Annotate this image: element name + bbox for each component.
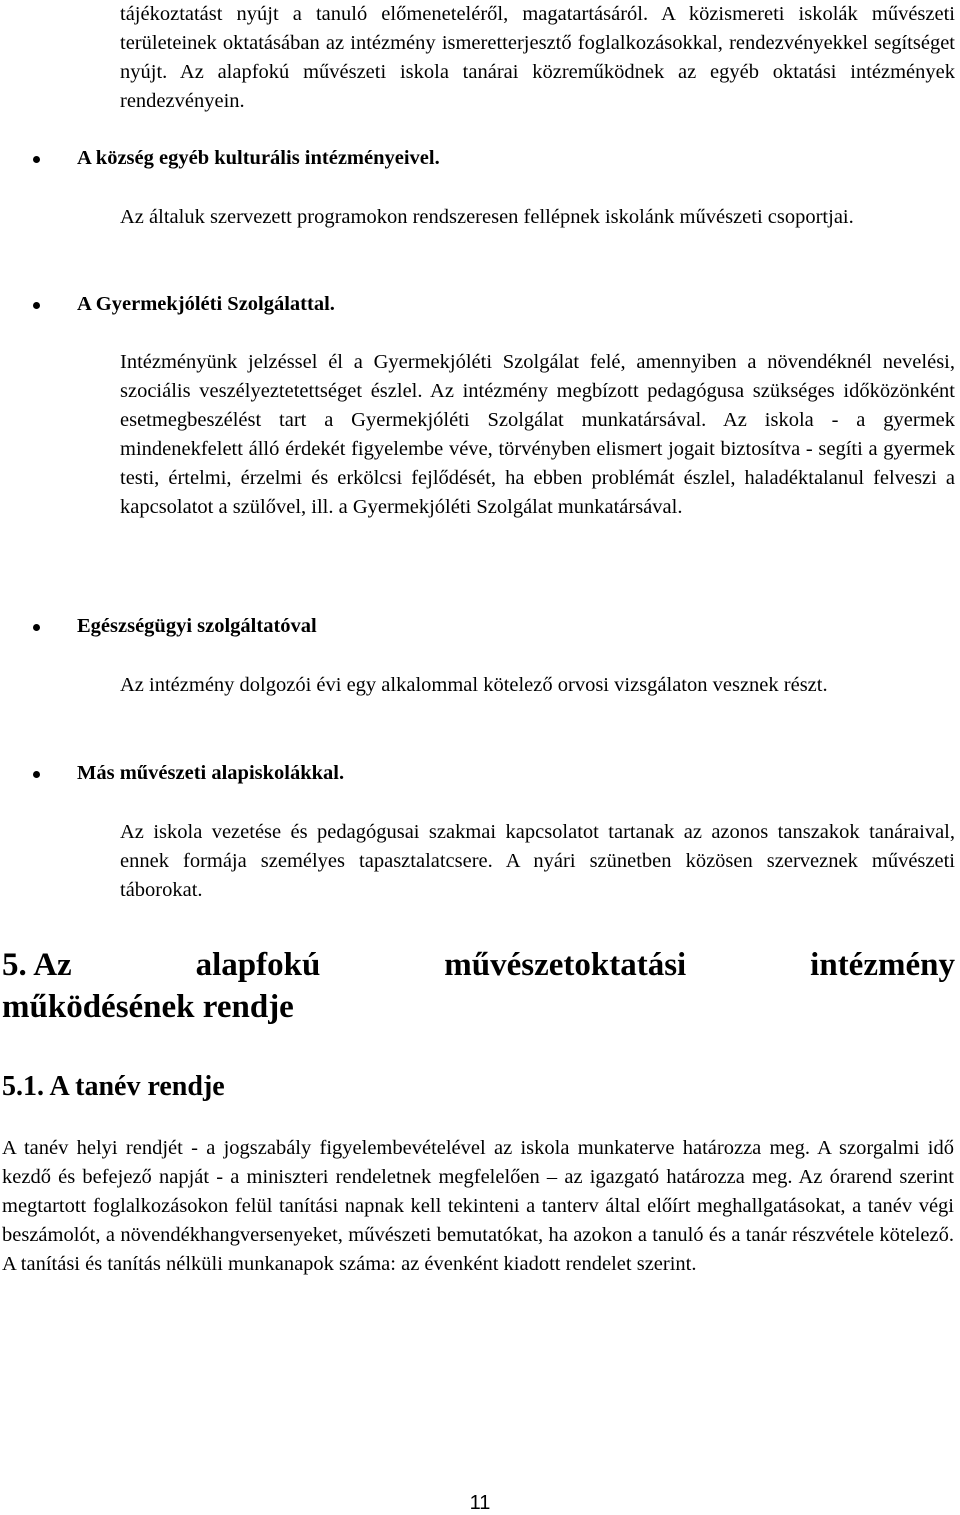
bullet-item — [0, 612, 960, 642]
section-heading-line2: működésének rendje — [2, 989, 294, 1025]
section-heading-word: alapfokú — [195, 947, 321, 983]
bullet-title: Egészségügyi szolgáltatóval — [77, 615, 317, 637]
section-heading-word: intézmény — [810, 947, 955, 983]
bullet-title: A község egyéb kulturális intézményeivel. — [77, 147, 440, 169]
bullet-item — [0, 759, 960, 789]
bullet-icon — [33, 771, 40, 778]
bullet-title: Más művészeti alapiskolákkal. — [77, 762, 345, 784]
bullet-item — [0, 144, 960, 174]
bullet-item — [0, 290, 960, 320]
bullet-paragraph: Az iskola vezetése és pedagógusai szakmai kapcsolatot tartanak az azonos tanszakok tanáraival, ennek formája személyes tapasztalatcsere. A nyári szünetben közösen szerveznek művészeti táborokat. — [120, 821, 955, 901]
page-number: 11 — [469, 1492, 491, 1514]
bullet-paragraph: Intézményünk jelzéssel él a Gyermekjóléti Szolgálat felé, amennyiben a növendéknél nevelési, szociális veszélyeztetettséget észlel. Az intézmény megbízott pedagógusa szükséges időközönként esetmegbeszélést tart a Gyermekjóléti Szolgálat munkatársával. Az iskola - a gyermek mindenekfelett álló érdekét figyelembe véve, törvényben elismert jogait biztosítva - segíti a gyermek testi, értelmi, érzelmi és erkölcsi fejlődését, ha ebben problémát észlel, haladéktalanul felveszi a kapcsolatot a szülővel, ill. a Gyermekjóléti Szolgálat munkatársával. — [120, 351, 955, 518]
bullet-paragraph: Az általuk szervezett programokon rendszeresen fellépnek iskolánk művészeti csoportjai. — [120, 206, 854, 228]
bullet-icon — [33, 624, 40, 631]
section-heading-word: 5. Az — [2, 947, 72, 983]
bullet-icon — [33, 302, 40, 309]
bullet-icon — [33, 156, 40, 163]
section-heading — [2, 944, 955, 1028]
bullet-title: A Gyermekjóléti Szolgálattal. — [77, 293, 335, 315]
body-paragraph: A tanév helyi rendjét - a jogszabály figyelembevételével az iskola munkaterve határozza meg. A szorgalmi idő kezdő és befejező napját - a miniszteri rendeletnek megfelelően – az igazgató határozza meg. Az órarend szerint megtartott foglalkozásokon felül tanítási napnak kell tekinteni a tanterv által előírt meghallgatásokat, a tanév végi beszámolót, a növendékhangversenyeket, művészeti bemutatókat, ha azokon a tanuló és a tanár részvétele kötelező. A tanítási és tanítás nélküli munkanapok száma: az évenként kiadott rendelet szerint. — [2, 1137, 954, 1275]
section-heading-word: művészetoktatási — [444, 947, 687, 983]
bullet-paragraph: Az intézmény dolgozói évi egy alkalommal kötelező orvosi vizsgálaton vesznek részt. — [120, 674, 828, 696]
intro-paragraph: tájékoztatást nyújt a tanuló előmeneteléről, magatartásáról. A közismereti iskolák művészeti területeinek oktatásában az intézmény ismeretterjesztő foglalkozásokkal, rendezvényekkel segítséget nyújt. Az alapfokú művészeti iskola tanárai közreműködnek az egyéb oktatási intézmények rendezvényein. — [120, 3, 955, 112]
subsection-heading: 5.1. A tanév rendje — [2, 1071, 225, 1102]
